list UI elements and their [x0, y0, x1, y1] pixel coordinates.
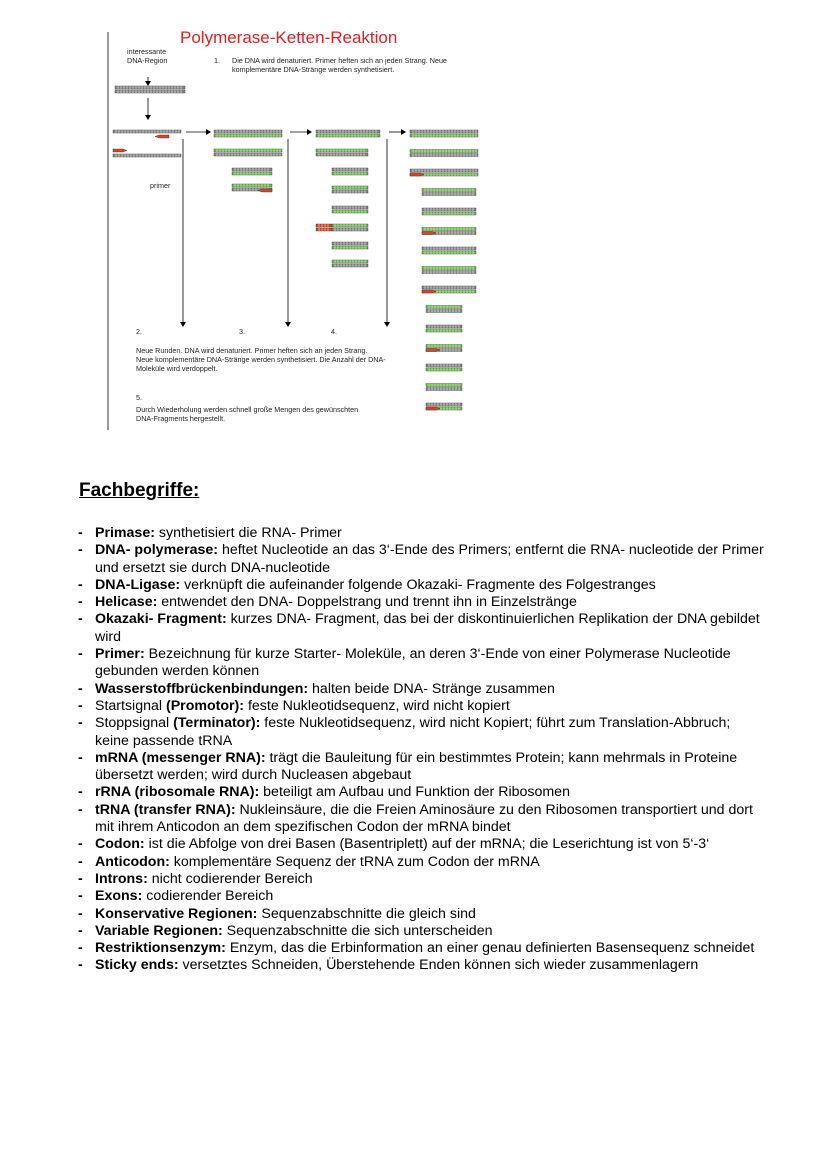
figure-title: Polymerase-Ketten-Reaktion [180, 28, 398, 47]
arrow-into-region-head [145, 81, 151, 86]
arrow-col2-down-head [285, 322, 291, 327]
arrow-col3-right-head [401, 129, 406, 135]
list-bullet: - [78, 749, 83, 766]
col2-dna-a-bottom [214, 134, 282, 137]
primer-label: primer [150, 181, 171, 190]
rounds-text: Neue Runden. DNA wird denaturiert. Primer heften sich an jeden Strang. Neue komplementäre DNA-Stränge werden synthetisiert. Die Anzahl der DNA-Moleküle wird verdoppelt. [136, 346, 386, 373]
term-definition: Sequenzabschnitte die gleich sind [257, 905, 476, 922]
col2-dna-b-bottom [214, 153, 282, 156]
start-dna-bottom [115, 90, 185, 93]
term-item [78, 906, 768, 923]
term-item [78, 802, 768, 837]
term-definition: verknüpft die aufeinander folgende Okazaki- Fragmente des Folgestranges [180, 576, 656, 593]
col1-primer-b [113, 149, 127, 152]
col4-dna-top [410, 169, 478, 172]
term-name: Konservative Regionen: [95, 905, 258, 922]
list-bullet: - [78, 801, 83, 818]
term-item [78, 681, 768, 698]
list-bullet: - [78, 922, 83, 939]
col2-dna-b-top [214, 149, 282, 152]
arrow-col3-down-head [384, 322, 390, 327]
step1-number: 1. [214, 56, 220, 65]
list-bullet: - [78, 715, 83, 732]
list-bullet: - [78, 646, 83, 663]
list-bullet: - [78, 525, 83, 541]
term-name: rRNA (ribosomale RNA): [95, 784, 260, 801]
term-name: Exons: [95, 888, 143, 905]
start-dna-top [115, 86, 185, 89]
term-name: tRNA (transfer RNA): [95, 801, 236, 818]
terms-list [78, 525, 768, 975]
term-item [78, 940, 768, 957]
term-name: DNA-Ligase: [95, 576, 181, 593]
col3-dna-1-bottom [316, 134, 380, 137]
term-name: Anticodon: [95, 853, 170, 870]
col1-strand-a [113, 130, 181, 133]
list-bullet: - [78, 697, 83, 714]
col3-dna-1-top [316, 130, 380, 133]
term-definition: nicht codierender Bereich [147, 870, 313, 887]
term-name: Introns: [95, 870, 148, 887]
term-name: DNA- polymerase: [95, 542, 218, 559]
arrow-col2-right-head [307, 129, 312, 135]
col1-strand-b [113, 154, 181, 157]
col4-dna-top [410, 150, 478, 153]
term-name: Variable Regionen: [95, 922, 223, 939]
term-name: Restriktionsenzym: [95, 940, 226, 957]
term-item [78, 750, 768, 785]
col2-dna-a-top [214, 130, 282, 133]
step4-number: 4. [331, 327, 337, 336]
term-definition: Bezeichnung für kurze Starter- Moleküle, an deren 3‘-Ende von einer Polymerase Nucleotide gebunden werden können [95, 646, 731, 680]
list-bullet: - [78, 680, 83, 697]
term-name: Okazaki- Fragment: [95, 611, 227, 628]
list-bullet: - [78, 611, 83, 628]
term-item [78, 542, 768, 577]
region-label: interessante DNA-Region [127, 47, 168, 65]
term-item [78, 698, 768, 715]
step5-number: 5. [136, 393, 142, 402]
term-item [78, 577, 768, 594]
term-definition: feste Nukleotidsequenz, wird nicht Kopiert; führt zum Translation-Abbruch; keine passende tRNA [95, 715, 731, 749]
list-bullet: - [78, 853, 83, 870]
list-bullet: - [78, 784, 83, 801]
term-definition: feste Nukleotidsequenz, wird nicht kopiert [244, 697, 510, 714]
term-item [78, 836, 768, 853]
list-bullet: - [78, 576, 83, 593]
term-definition: Sequenzabschnitte die sich unterscheiden [222, 922, 493, 939]
term-definition: heftet Nucleotide an das 3‘-Ende des Primers; entfernt die RNA- nucleotide der Primer und ersetzt sie durch DNA-nucleotide [95, 542, 764, 576]
term-definition: ist die Abfolge von drei Basen (Basentriplett) auf der mRNA; die Leserichtung ist von 5‘-3‘ [144, 836, 710, 853]
col3-primer-pair-top [316, 224, 332, 227]
col4-dna-top [410, 130, 478, 133]
term-definition: komplementäre Sequenz der tRNA zum Codon der mRNA [169, 853, 540, 870]
col3-dna-2-top [316, 149, 368, 152]
term-item [78, 923, 768, 940]
col4-dna-bottom [410, 154, 478, 157]
term-name: Helicase: [95, 594, 158, 611]
col4-dna-bottom [410, 134, 478, 137]
step5-text: Durch Wiederholung werden schnell große Mengen des gewünschten DNA-Fragments hergestellt. [136, 405, 359, 423]
term-definition: codierender Bereich [142, 888, 274, 905]
list-bullet: - [78, 542, 83, 559]
term-prefix: Startsignal [95, 697, 166, 714]
term-definition: Enzym, das die Erbinformation an einer genau definierten Basensequenz schneidet [225, 940, 755, 957]
term-item [78, 646, 768, 681]
col1-primer-a [155, 135, 169, 138]
term-definition: kurzes DNA- Fragment, das bei der diskontinuierlichen Replikation der DNA gebildet wird [95, 611, 760, 645]
term-definition: Nukleinsäure, die die Freien Aminosäure zu den Ribosomen transportiert und dort mit ihrem Anticodon an dem spezifischen Codon der mRNA bindet [95, 801, 753, 836]
list-bullet: - [78, 870, 83, 887]
col3-primer-pair-bottom [316, 228, 332, 231]
arrow-col1-right-head [206, 129, 211, 135]
term-name: Codon: [95, 836, 145, 853]
term-item [78, 525, 768, 542]
term-name: (Terminator): [173, 715, 261, 732]
term-name: Primase: [95, 525, 155, 541]
term-name: Wasserstoffbrückenbindungen: [95, 680, 309, 697]
term-definition: halten beide DNA- Stränge zusammen [308, 680, 555, 697]
term-definition: synthetisiert die RNA- Primer [154, 525, 342, 541]
list-bullet: - [78, 905, 83, 922]
section-heading: Fachbegriffe: [79, 480, 200, 501]
term-item [78, 715, 768, 750]
term-prefix: Stoppsignal [95, 715, 174, 732]
col3-dna-2-bottom [316, 153, 368, 156]
term-definition: beteiligt am Aufbau und Funktion der Ribosomen [259, 784, 570, 801]
term-name: (Promotor): [165, 697, 245, 714]
term-item [78, 784, 768, 801]
arrow-col1-down-head [180, 322, 186, 327]
term-item [78, 957, 768, 974]
term-definition: versetztes Schneiden, Überstehende Enden können sich wieder zusammenlagern [178, 957, 699, 974]
arrow-step1-head [145, 115, 151, 120]
list-bullet: - [78, 836, 83, 853]
list-bullet: - [78, 940, 83, 957]
term-item [78, 871, 768, 888]
term-name: Primer: [95, 646, 145, 663]
term-item [78, 854, 768, 871]
term-item [78, 888, 768, 905]
term-definition: entwendet den DNA- Doppelstrang und trennt ihn in Einzelstränge [157, 594, 577, 611]
term-definition: trägt die Bauleitung für ein bestimmtes Protein; kann mehrmals in Proteine übersetzt werden; wird durch Nucleasen abgebaut [95, 749, 738, 784]
list-bullet: - [78, 957, 83, 974]
step2-number: 2. [136, 327, 142, 336]
list-bullet: - [78, 888, 83, 905]
list-bullet: - [78, 594, 83, 611]
step3-number: 3. [239, 327, 245, 336]
step1-text: Die DNA wird denaturiert. Primer heften sich an jeden Strang. Neue komplementäre DNA-Stränge werden synthetisiert. [232, 56, 447, 74]
term-name: Sticky ends: [95, 957, 179, 974]
pcr-figure [100, 22, 500, 432]
term-name: mRNA (messenger RNA): [95, 749, 266, 766]
term-item [78, 611, 768, 646]
term-item [78, 594, 768, 611]
